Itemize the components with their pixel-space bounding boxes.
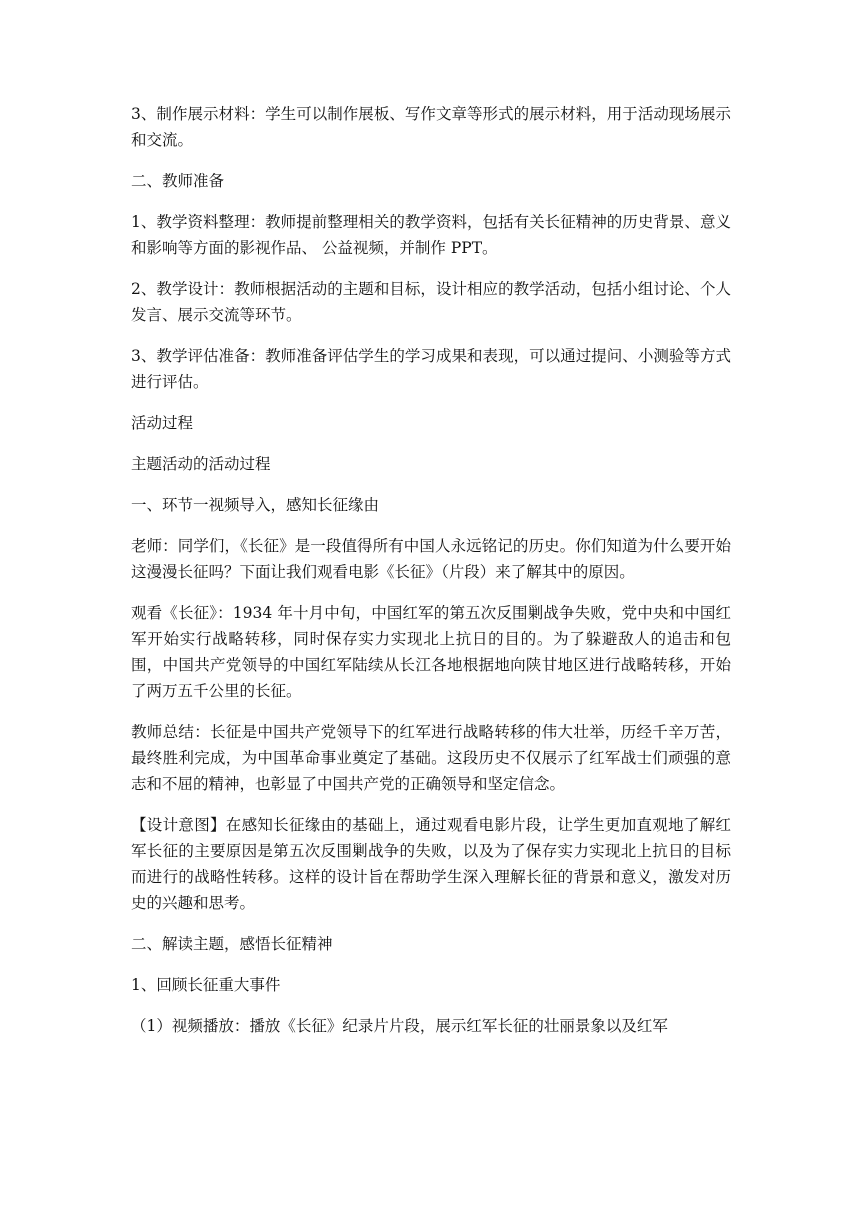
heading-teacher-preparation: 二、教师准备 — [131, 172, 225, 190]
heading-review-major-events: 1、回顾长征重大事件 — [131, 976, 281, 994]
heading-section-two-interpret-theme: 二、解读主题，感悟长征精神 — [131, 935, 333, 953]
paragraph-teaching-materials: 1、教学资料整理：教师提前整理相关的教学资料，包括有关长征精神的历史背景、意义和影响等方面的影视作品、 公益视频，并制作 PPT。 — [131, 213, 731, 257]
document-page — [131, 101, 731, 1054]
heading-theme-activity-process: 主题活动的活动过程 — [131, 455, 271, 473]
paragraph-video-playback: （1）视频播放：播放《长征》纪录片片段，展示红军长征的壮丽景象以及红军 — [131, 1017, 668, 1035]
paragraph-teacher-summary: 教师总结：长征是中国共产党领导下的红军进行战略转移的伟大壮举，历经千辛万苦，最终胜利完成，为中国革命事业奠定了基础。这段历史不仅展示了红军战士们顽强的意志和不屈的精神，也彰显了中国共产党的正确领导和坚定信念。 — [131, 723, 731, 793]
paragraph-teaching-design: 2、教学设计：教师根据活动的主题和目标，设计相应的教学活动，包括小组讨论、个人发言、展示交流等环节。 — [131, 280, 731, 324]
heading-section-one-video-intro: 一、环节一视频导入，感知长征缘由 — [131, 496, 380, 514]
heading-activity-process: 活动过程 — [131, 414, 194, 432]
paragraph-watch-long-march: 观看《长征》：1934 年十月中旬，中国红军的第五次反围剿战争失败，党中央和中国红军开始实行战略转移，同时保存实力实现北上抗日的目的。为了躲避敌人的追击和包围，中国共产党领导的中国红军陆续从长江各地根据地向陕甘地区进行战略转移，开始了两万五千公里的长征。 — [131, 604, 731, 700]
paragraph-design-intent: 【设计意图】在感知长征缘由的基础上，通过观看电影片段，让学生更加直观地了解红军长征的主要原因是第五次反围剿战争的失败，以及为了保存实力实现北上抗日的目标而进行的战略性转移。这样的设计旨在帮助学生深入理解长征的背景和意义，激发对历史的兴趣和思考。 — [131, 816, 731, 912]
paragraph-teacher-opening: 老师：同学们，《长征》是一段值得所有中国人永远铭记的历史。你们知道为什么要开始这漫漫长征吗？下面让我们观看电影《长征》（片段）来了解其中的原因。 — [131, 537, 731, 581]
paragraph-display-materials: 3、制作展示材料：学生可以制作展板、写作文章等形式的展示材料，用于活动现场展示和交流。 — [131, 105, 731, 149]
paragraph-assessment-preparation: 3、教学评估准备：教师准备评估学生的学习成果和表现，可以通过提问、小测验等方式进行评估。 — [131, 347, 731, 391]
